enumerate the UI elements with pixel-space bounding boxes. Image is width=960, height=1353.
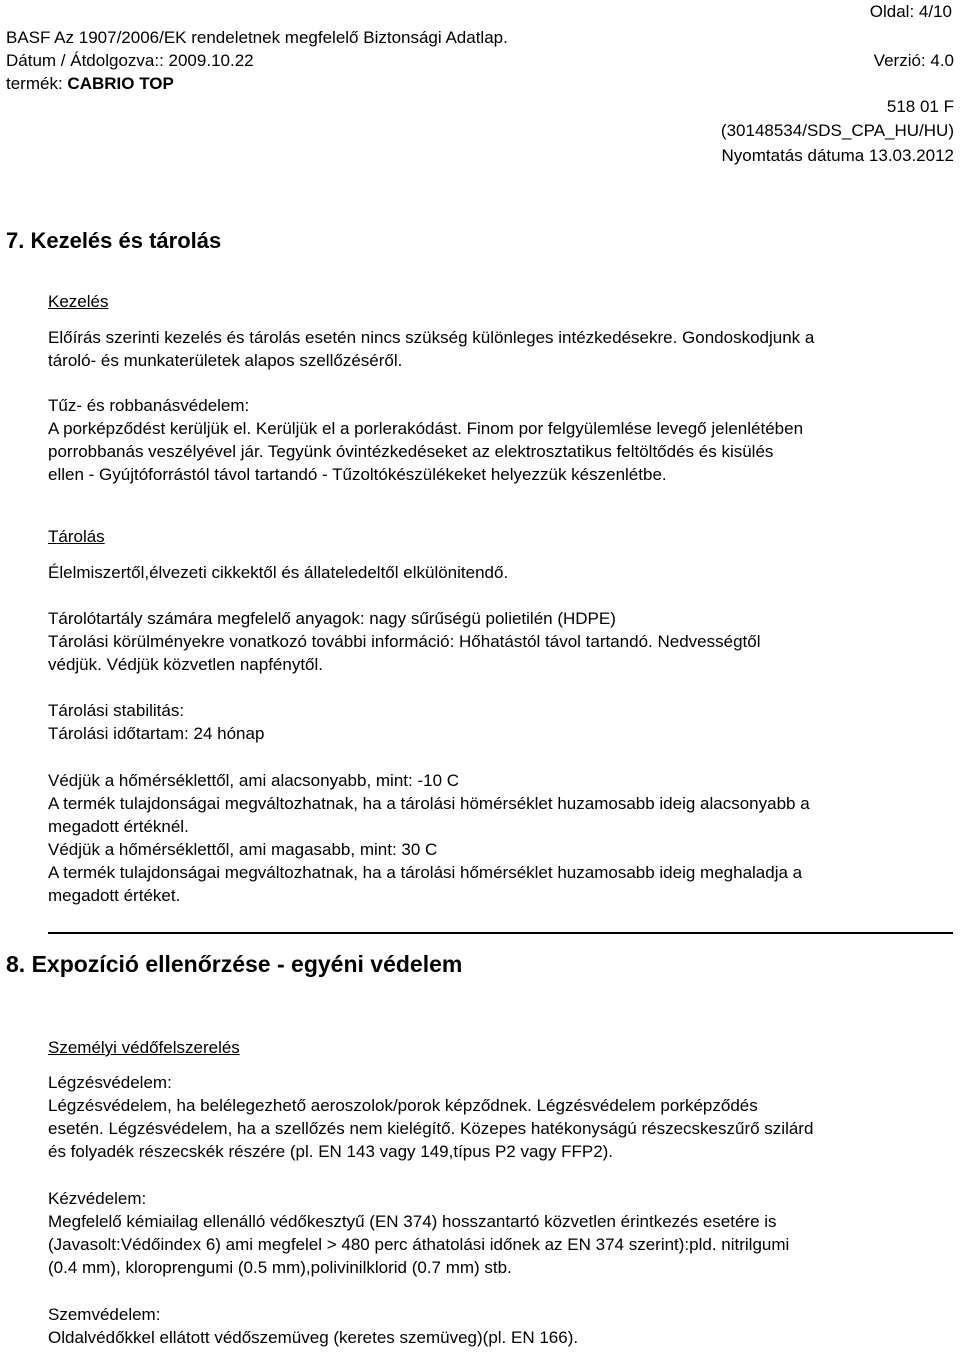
hand-line: (0.4 mm), kloroprengumi (0.5 mm),polivinilklorid (0.7 mm) stb. (48, 1258, 512, 1277)
container-line: Tárolási körülményekre vonatkozó további információ: Hőhatástól távol tartandó. Nedvességtől (48, 632, 761, 651)
storage-heading: Tárolás (48, 527, 105, 546)
storage-temperature (48, 769, 954, 907)
eye-protection (48, 1303, 954, 1349)
container-line: Tárolótartály számára megfelelő anyagok: nagy sűrűségü polietilén (HDPE) (48, 609, 616, 628)
ppe-heading-block (48, 1036, 954, 1059)
temperature-line: Védjük a hőmérséklettől, ami alacsonyabb, mint: -10 C (48, 771, 460, 790)
product-line (6, 75, 174, 92)
hand-protection (48, 1187, 954, 1279)
hand-line: Kézvédelem: (48, 1189, 147, 1208)
handling-heading-block (48, 290, 954, 313)
handling-paragraph (48, 326, 954, 372)
eye-line: Oldalvédőkkel ellátott védőszemüveg (keretes szemüveg)(pl. EN 166). (48, 1328, 579, 1347)
hand-line: (Javasolt:Védőindex 6) ami megfelel > 480 perc áthatolási időnek az EN 374 szerint):pld. nitrilgumi (48, 1235, 790, 1254)
fire-line (48, 486, 954, 509)
product-code: 518 01 F (886, 97, 954, 116)
container-line: védjük. Védjük közvetlen napfénytől. (48, 655, 324, 674)
product-name: CABRIO TOP (67, 74, 174, 93)
temperature-line: A termék tulajdonságai megváltozhatnak, ha a tárolási hőmérséklet huzamosabb ideig meghaladja a (48, 863, 803, 882)
storage-container (48, 607, 954, 676)
version: Verzió: 4.0 (873, 51, 954, 70)
handling-line: tároló- és munkaterületek alapos szellőzéséről. (48, 351, 403, 370)
storage-segregation (48, 561, 954, 584)
respiratory-line: és folyadék részecskék részére (pl. EN 143 vagy 149,típus P2 vagy FFP2). (48, 1142, 614, 1161)
respiratory-protection (48, 1071, 954, 1163)
stability-line: Tárolási időtartam: 24 hónap (48, 724, 265, 743)
temperature-line: Védjük a hőmérséklettől, ami magasabb, mint: 30 C (48, 840, 438, 859)
section-7-title: 7. Kezelés és tárolás (6, 228, 222, 253)
fire-protection-heading: Tűz- és robbanásvédelem: (48, 396, 250, 415)
storage-heading-block (48, 525, 954, 548)
respiratory-line: esetén. Légzésvédelem, ha a szellőzés nem kielégítő. Közepes hatékonyságú részecskeszűrő szilárd (48, 1119, 814, 1138)
sds-id: (30148534/SDS_CPA_HU/HU) (720, 121, 954, 140)
fire-line: porrobbanás veszélyével jár. Tegyünk óvintézkedéseket az elektrosztatikus feltöltődés és kisülés (48, 442, 774, 461)
section-divider (48, 932, 953, 934)
ppe-heading: Személyi védőfelszerelés (48, 1038, 240, 1057)
fire-line: A porképződést kerüljük el. Kerüljük el a porlerakódást. Finom por felgyülemlése levegő jelenlétében (48, 419, 804, 438)
handling-heading: Kezelés (48, 292, 109, 311)
storage-stability (48, 699, 954, 745)
document-title: BASF Az 1907/2006/EK rendeletnek megfelelő Biztonsági Adatlap. (6, 28, 508, 47)
respiratory-line: Légzésvédelem: (48, 1073, 172, 1092)
fire-protection (48, 394, 954, 509)
fire-line: ellen - Gyújtóforrástól távol tartandó - Tűzoltókészülékeket helyezzük készenlétbe. (48, 465, 667, 484)
stability-line: Tárolási stabilitás: (48, 701, 185, 720)
product-prefix: termék: (6, 74, 63, 93)
print-date: Nyomtatás dátuma 13.03.2012 (721, 146, 954, 165)
revision-date: Dátum / Átdolgozva:: 2009.10.22 (6, 51, 254, 70)
section-8-title: 8. Expozíció ellenőrzése - egyéni védelem (6, 951, 463, 977)
temperature-line: megadott értéknél. (48, 817, 189, 836)
segregation-line: Élelmiszertől,élvezeti cikkektől és állateledeltől elkülönitendő. (48, 563, 509, 582)
handling-line: Előírás szerinti kezelés és tárolás esetén nincs szükség különleges intézkedésekre. Gondoskodjunk a (48, 328, 815, 347)
temperature-line: megadott értéket. (48, 886, 181, 905)
eye-line: Szemvédelem: (48, 1305, 161, 1324)
hand-line: Megfelelő kémiailag ellenálló védőkesztyű (EN 374) hosszantartó közvetlen érintkezés esetére is (48, 1212, 777, 1231)
temperature-line: A termék tulajdonságai megváltozhatnak, ha a tárolási hömérséklet huzamosabb ideig alacsonyabb a (48, 794, 810, 813)
page-number: Oldal: 4/10 (869, 2, 952, 21)
respiratory-line: Légzésvédelem, ha belélegezhető aeroszolok/porok képződnek. Légzésvédelem porképződés (48, 1096, 758, 1115)
